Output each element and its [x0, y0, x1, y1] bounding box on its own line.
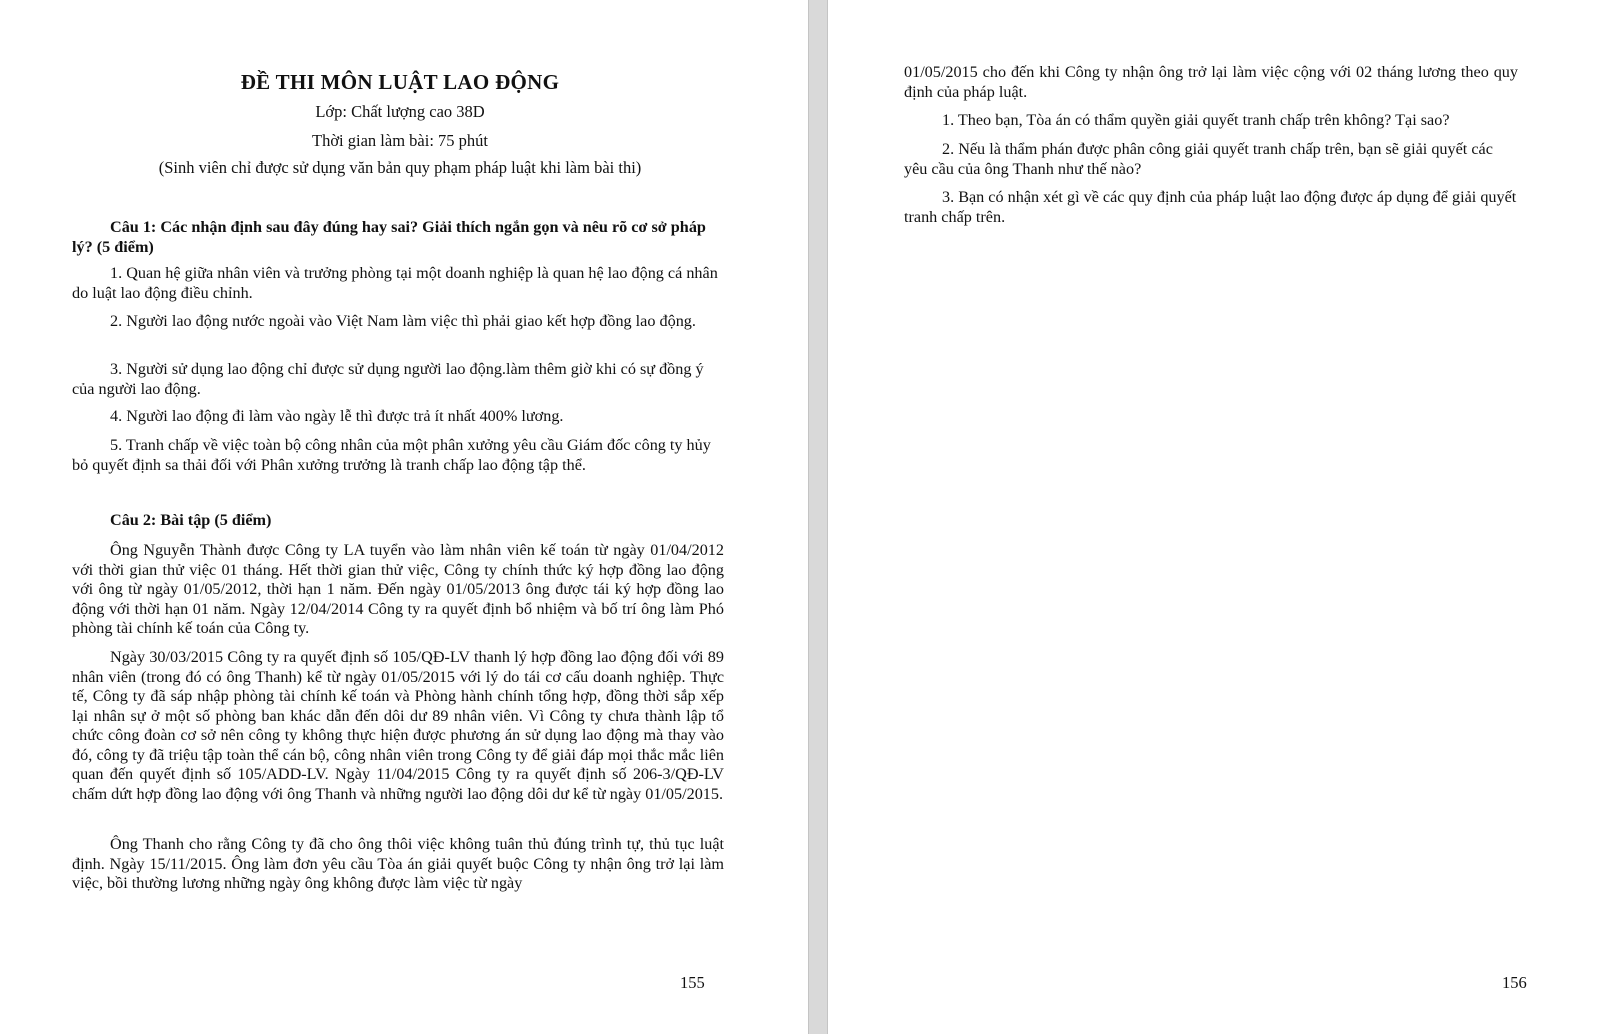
- question-1-item: 2. Người lao động nước ngoài vào Việt Nam làm việc thì phải giao kết hợp đồng lao động.: [110, 312, 696, 330]
- exam-title: ĐỀ THI MÔN LUẬT LAO ĐỘNG: [240, 70, 560, 94]
- case-question: 2. Nếu là thẩm phán được phân công giải quyết tranh chấp trên, bạn sẽ giải quyết các yêu cầu của ông Thanh như thế nào?: [904, 140, 1493, 178]
- case-paragraph: Ngày 30/03/2015 Công ty ra quyết định số 105/QĐ-LV thanh lý hợp đồng lao động đối với 89 nhân viên (trong đó có ông Thanh) kể từ ngày 01/05/2015 với lý do tái cơ cấu doanh nghiệp. Thực tế, Công ty đã sáp nhập phòng tài chính kế toán và Phòng hành chính tổng hợp, đồng thời sắp xếp lại nhân sự ở một số phòng ban khác dẫn đến dôi dư 89 nhân viên. Vì Công ty chưa thành lập tổ chức công đoàn cơ sở nên công ty không thực hiện được phương án sử dụng lao động mà thay vào đó, công ty đã triệu tập toàn thể cán bộ, công nhân viên trong Công ty để giải đáp mọi thắc mắc liên quan đến quyết định số 105/ADD-LV. Ngày 11/04/2015 Công ty ra quyết định số 206-3/QĐ-LV chấm dứt hợp đồng lao động với ông Thanh và những người lao động dôi dư kể từ ngày 01/05/2015.: [72, 648, 724, 803]
- question-1-item: 4. Người lao động đi làm vào ngày lễ thì được trả ít nhất 400% lương.: [110, 407, 564, 425]
- question-2-heading: Câu 2: Bài tập (5 điểm): [110, 511, 272, 529]
- question-1-item: 1. Quan hệ giữa nhân viên và trưởng phòng tại một doanh nghiệp là quan hệ lao động cá nhân do luật lao động điều chỉnh.: [72, 264, 718, 302]
- case-question: 1. Theo bạn, Tòa án có thẩm quyền giải quyết tranh chấp trên không? Tại sao?: [942, 111, 1450, 129]
- case-paragraph: Ông Nguyễn Thành được Công ty LA tuyển vào làm nhân viên kế toán từ ngày 01/04/2012 với thời gian thử việc 01 tháng. Hết thời gian thử việc, Công ty chính thức ký hợp đồng lao động với ông từ ngày 01/05/2012, thời hạn 1 năm. Đến ngày 01/05/2013 ông được tái ký hợp đồng lao động với thời hạn 01 năm. Ngày 12/04/2014 Công ty ra quyết định bổ nhiệm và bố trí ông làm Phó phòng tài chính kế toán của Công ty.: [72, 541, 724, 637]
- page-number: 156: [1502, 973, 1527, 992]
- question-1-item: 3. Người sử dụng lao động chỉ được sử dụng người lao động.làm thêm giờ khi có sự đồng ý của người lao động.: [72, 360, 704, 398]
- class-line: Lớp: Chất lượng cao 38D: [315, 102, 485, 121]
- document-page-right: [828, 0, 1600, 1034]
- case-paragraph: Ông Thanh cho rằng Công ty đã cho ông thôi việc không tuân thủ đúng trình tự, thủ tục luật định. Ngày 15/11/2015. Ông làm đơn yêu cầu Tòa án giải quyết buộc Công ty nhận ông trở lại làm việc, bồi thường lương những ngày ông không được làm việc từ ngày: [72, 835, 724, 892]
- question-1-item: 5. Tranh chấp về việc toàn bộ công nhân của một phân xưởng yêu cầu Giám đốc công ty hủy bỏ quyết định sa thải đối với Phân xưởng trưởng là tranh chấp lao động tập thể.: [72, 436, 711, 474]
- time-line: Thời gian làm bài: 75 phút: [312, 131, 488, 150]
- exam-note: (Sinh viên chỉ được sử dụng văn bản quy phạm pháp luật khi làm bài thi): [158, 158, 642, 177]
- question-1-heading: Câu 1: Các nhận định sau đây đúng hay sai? Giải thích ngắn gọn và nêu rõ cơ sở pháp lý? (5 điểm): [72, 218, 706, 256]
- case-question: 3. Bạn có nhận xét gì về các quy định của pháp luật lao động được áp dụng để giải quyết tranh chấp trên.: [904, 188, 1517, 226]
- page-gutter: [808, 0, 828, 1034]
- case-paragraph-continuation: 01/05/2015 cho đến khi Công ty nhận ông trở lại làm việc cộng với 02 tháng lương theo quy định của pháp luật.: [904, 63, 1518, 101]
- page-number: 155: [680, 973, 705, 992]
